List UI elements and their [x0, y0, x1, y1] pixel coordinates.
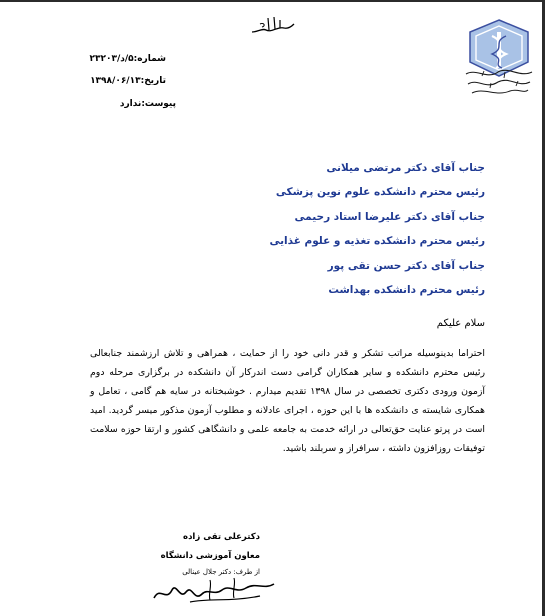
attachment-label: پیوست:	[141, 99, 176, 109]
frame-top-border	[0, 0, 545, 2]
date-value: ۱۳۹۸/۰۶/۱۳	[90, 76, 141, 86]
recipient-line: رئیس محترم دانشکده تغذیه و علوم غذایی	[269, 235, 485, 247]
bismillah-calligraphy	[250, 14, 296, 36]
letter-attachment	[120, 99, 176, 109]
handwritten-signature	[150, 572, 278, 606]
recipient-line: جناب آقای دکتر حسن تقی پور	[327, 260, 485, 272]
number-value: ۵/د/۲۳۲۰۳	[89, 54, 134, 64]
signatory-title: معاون آموزشی دانشگاه	[160, 551, 260, 561]
number-label: شماره:	[133, 54, 166, 64]
recipient-line: جناب آقای دکتر مرتضی میلانی	[326, 162, 485, 174]
university-name-calligraphy	[462, 66, 536, 98]
letter-date	[90, 76, 166, 86]
date-label: تاریخ:	[140, 76, 166, 86]
signature-block	[140, 532, 260, 576]
recipient-line: جناب آقای دکتر علیرضا استاد رحیمی	[294, 211, 485, 223]
recipient-line: رئیس محترم دانشکده بهداشت	[328, 284, 485, 296]
letter-number	[89, 54, 166, 64]
recipient-line: رئیس محترم دانشکده علوم نوین پزشکی	[275, 186, 485, 198]
greeting: سلام علیکم	[436, 318, 485, 329]
signatory-name: دکترعلی تقی زاده	[183, 532, 260, 542]
on-behalf-note: از طرف: دکتر جلال عینالی	[182, 568, 260, 576]
letter-body: احتراما بدینوسیله مراتب تشکر و قدر دانی خود را از حمایت ، همراهی و تلاش ارزشمند جنابعالی رئیس محترم دانشکده و سایر همکاران گرامی دست اندرکار آن دانشکده در برگزاری مرحله دوم آزمون ورودی دکتری تخصصی در سال ۱۳۹۸ تقدیم میدارم . خوشبختانه در سایه هم گامی ، تعامل و همکاری شایسته ی دانشکده ها با این حوزه ، اجرای عادلانه و مطلوب آزمون مذکور میسر گردید. امید است در پرتو عنایت حق‌تعالی در ارائه خدمت به جامعه علمی و دانشگاهی کشور و ارتقا حوزه سلامت توفیقات روزافزون داشته ، سرافراز و سربلند باشید.	[90, 348, 485, 454]
attachment-value: ندارد	[119, 99, 142, 109]
